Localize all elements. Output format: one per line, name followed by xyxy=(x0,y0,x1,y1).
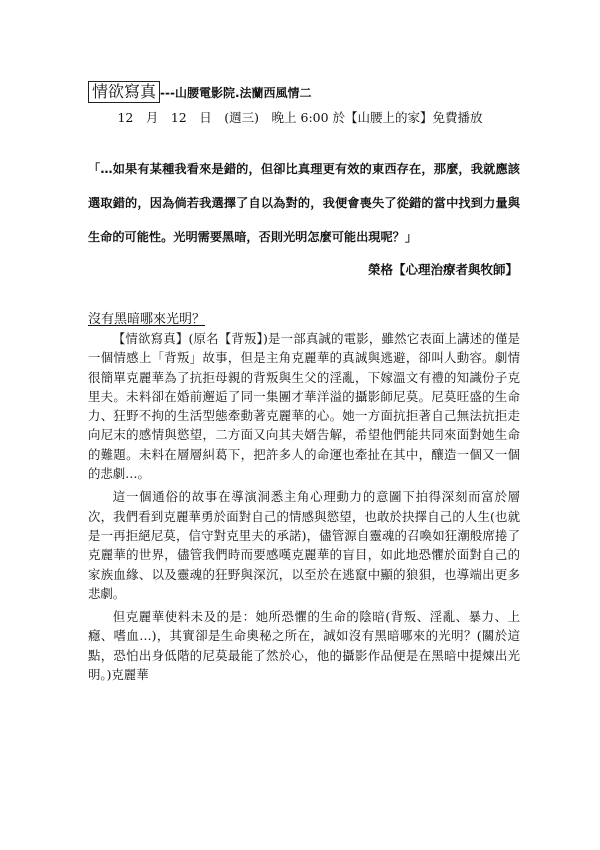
article-body xyxy=(88,329,520,684)
section-title: 沒有黑暗哪來光明？ xyxy=(88,312,206,327)
paragraph: 這一個通俗的故事在導演洞悉主角心理動力的意圖下拍得深刻而富於層次，我們看到克麗華勇於面對自己的情感與慾望，也敢於抉擇自己的人生(也就是一再拒絕尼莫，信守對克里夫的承諾)，儘管源自靈魂的召喚如狂潮般席捲了克麗華的世界，儘管我們時而要感嘆克麗華的盲目，如此地恐懼於面對自己的家族血緣、以及靈魂的狂野與深沉，以至於在逃竄中顯的狼狽，也導端出更多悲劇。 xyxy=(88,489,520,601)
quote-author: 榮格【心理治療者與牧師】 xyxy=(367,262,518,277)
paragraph: 但克麗華使料未及的是：她所恐懼的生命的陰暗(背叛、淫亂、暴力、上癮、嗜血…)，其實卻是生命奧秘之所在，誠如沒有黑暗哪來的光明？(關於這點，恐怕出身低階的尼莫最能了然於心，他的攝影作品便是在黑暗中提煉出光明。)克麗華 xyxy=(88,609,520,683)
document-title xyxy=(88,81,312,103)
quote-text: 「…如果有某種我看來是錯的，但卻比真理更有效的東西存在，那麼，我就應該選取錯的，因為倘若我選擇了自以為對的，我便會喪失了從錯的當中找到力量與生命的可能性。光明需要黑暗，否則光明怎麼可能出現呢？」 xyxy=(88,162,520,244)
paragraph: 【情欲寫真】(原名【背叛】)是一部真誠的電影，雖然它表面上講述的僅是一個情感上「背叛」故事，但是主角克麗華的真誠與逃避，卻叫人動容。劇情很簡單克麗華為了抗拒母親的背叛與生父的淫亂，下嫁溫文有禮的知識份子克里夫。未料卻在婚前邂逅了同一集團才華洋溢的攝影師尼莫。尼莫旺盛的生命力、狂野不拘的生活型態牽動著克麗華的心。她一方面抗拒著自己無法抗拒走向尼末的感情與慾望，二方面又向其夫婿告解，希望他們能共同來面對她生命的難題。未料在層層糾葛下，把許多人的命運也牽扯在其中，釀造一個又一個的悲劇…。 xyxy=(88,331,520,482)
title-boxed: 情欲寫真 xyxy=(88,81,160,103)
title-suffix: ---山腰電影院.法蘭西風情二 xyxy=(160,85,312,100)
event-info: 12 月 12 日 (週三) 晚上 6:00 於【山腰上的家】免費播放 xyxy=(117,110,483,125)
quote-block xyxy=(88,152,520,254)
